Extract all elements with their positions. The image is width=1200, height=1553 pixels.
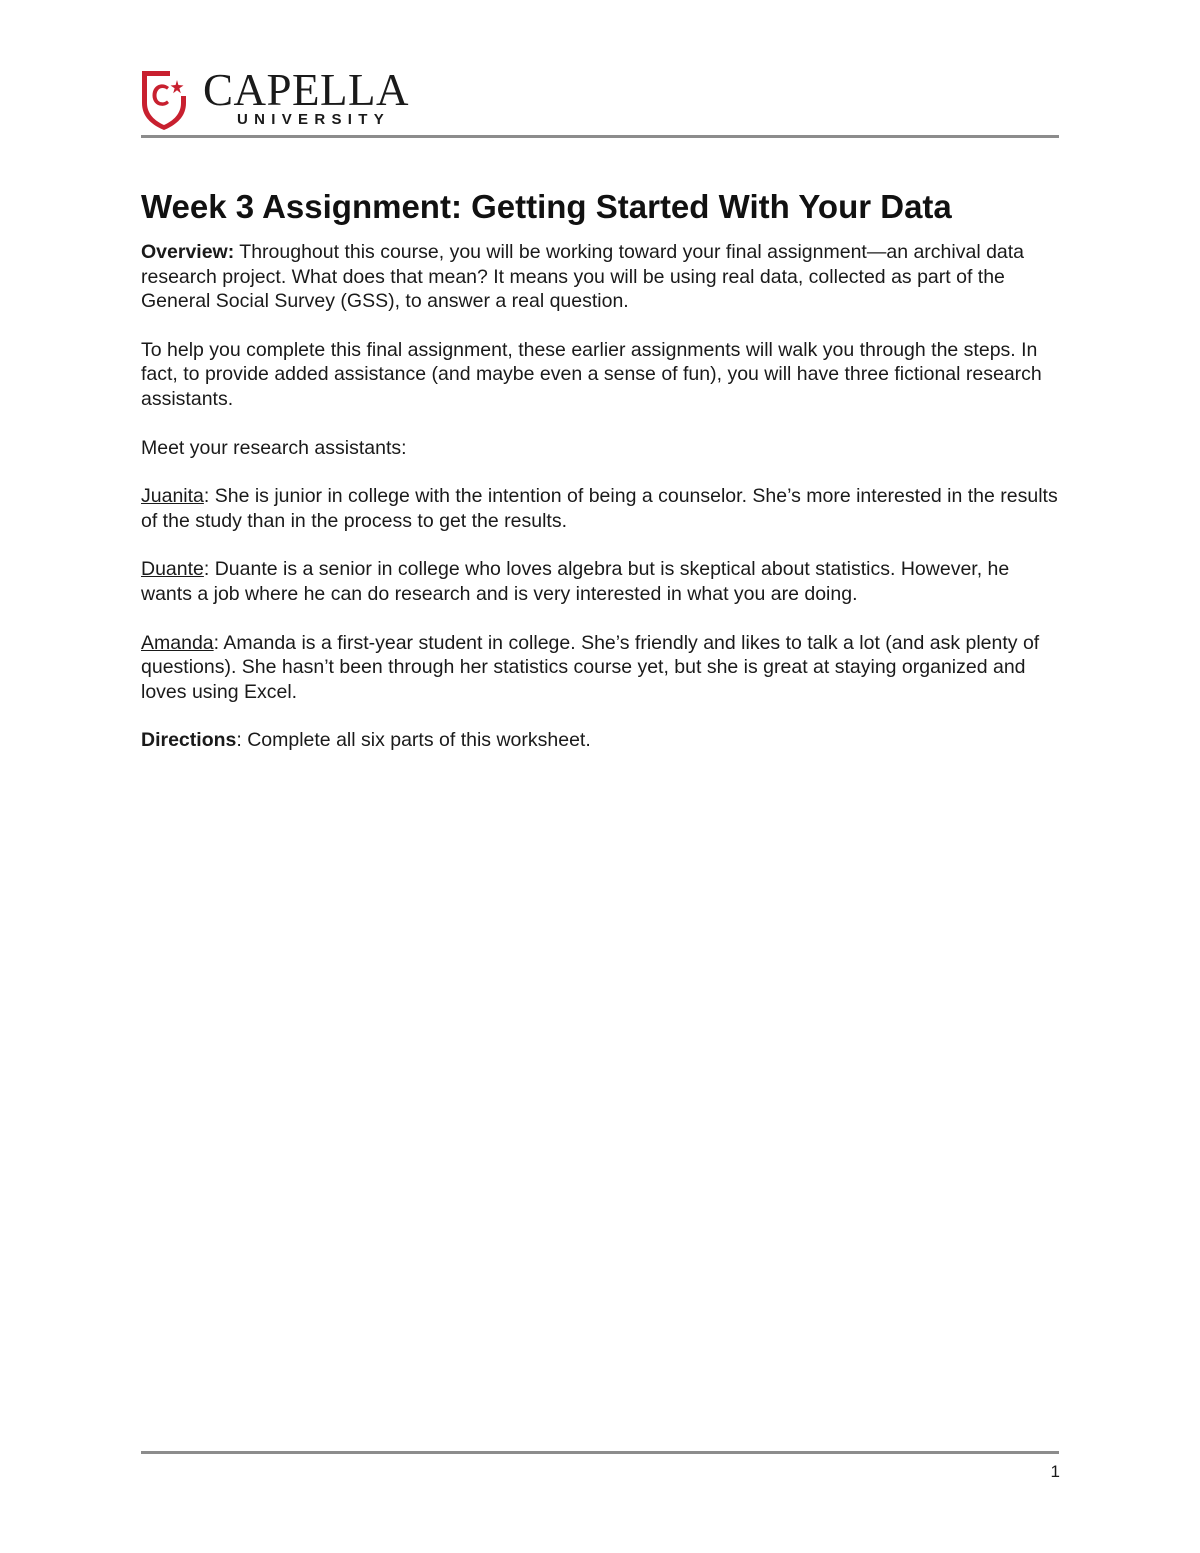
assistant-description: : Amanda is a first-year student in college. She’s friendly and likes to talk a lot (and ask plenty of questions). She hasn’t been through her statistics course yet, but she is great at staying organized and loves using Excel.: [141, 631, 1040, 703]
assistant-description: : She is junior in college with the intention of being a counselor. She’s more interested in the results of the study than in the process to get the results.: [141, 485, 1058, 532]
assistant-name: Duante: [141, 558, 204, 581]
assistant-description: : Duante is a senior in college who loves algebra but is skeptical about statistics. However, he wants a job where he can do research and is very interested in what you are doing.: [141, 558, 1010, 605]
overview-label: Overview:: [141, 241, 235, 263]
logo-name: CAPELLA: [203, 65, 409, 115]
logo-subtitle: UNIVERSITY: [237, 111, 391, 128]
assistant-amanda: [141, 631, 1061, 705]
header-divider: [141, 135, 1059, 138]
overview-text: Throughout this course, you will be working toward your final assignment—an archival data research project. What does that mean? It means you will be using real data, collected as part of the General Social Survey (GSS), to answer a real question.: [141, 241, 1025, 313]
capella-shield-icon: [140, 69, 188, 131]
document-body: [141, 186, 1061, 753]
page-header: [140, 66, 1060, 138]
directions-paragraph: [141, 728, 1061, 753]
overview-paragraph: [141, 240, 1061, 314]
assistant-name: Amanda: [141, 631, 214, 654]
meet-paragraph: Meet your research assistants:: [141, 436, 407, 459]
assistant-juanita: [141, 484, 1061, 533]
assistant-name: Juanita: [141, 485, 204, 508]
assistant-duante: [141, 557, 1061, 606]
directions-label: Directions: [141, 729, 237, 752]
logo-wordmark: [203, 66, 409, 114]
footer-divider: [141, 1451, 1059, 1454]
page-number: 1: [1050, 1462, 1060, 1481]
page-title: Week 3 Assignment: Getting Started With Your Data: [141, 188, 952, 225]
directions-text: : Complete all six parts of this worksheet.: [236, 729, 591, 752]
help-paragraph: To help you complete this final assignment, these earlier assignments will walk you through the steps. In fact, to provide added assistance (and maybe even a sense of fun), you will have three fictional research assistants.: [141, 338, 1042, 410]
